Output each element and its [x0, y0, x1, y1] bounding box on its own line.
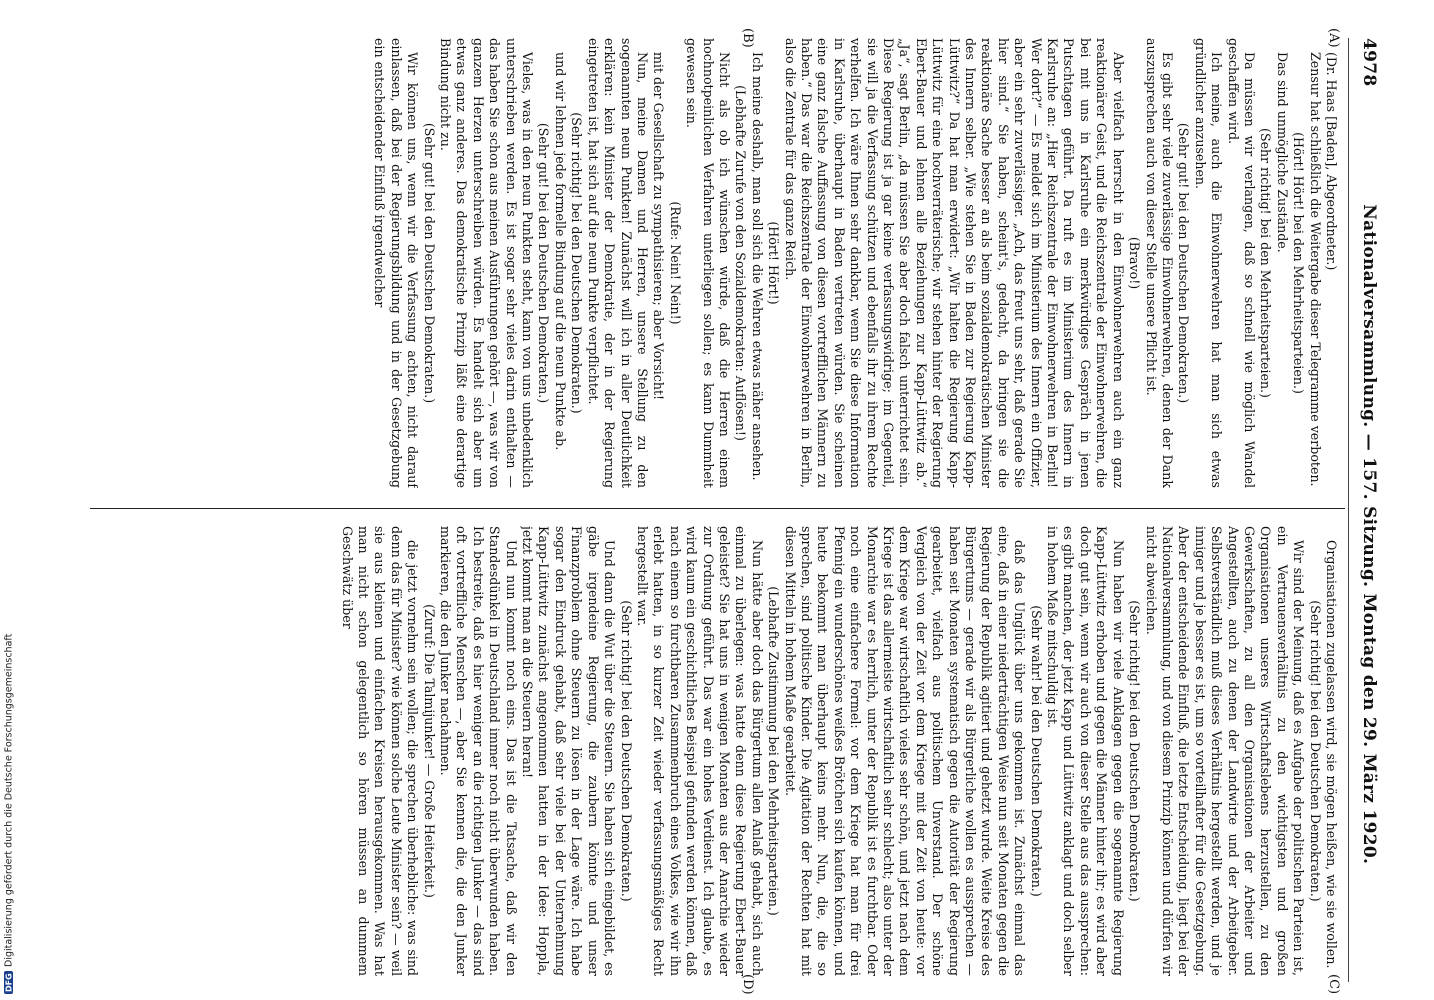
- paragraph: Nicht als ob ich wünschen würde, daß die Herren einem hochnotpeinlichen Verfahren unterliegen sollen; es kann Dummheit gewesen sein.: [684, 38, 732, 488]
- interjection: (Sehr richtig! bei den Deutschen Demokraten.): [1127, 600, 1143, 902]
- interjection: (Hört! Hört!): [766, 221, 782, 305]
- interjection: (Sehr gut! bei den Deutschen Demokraten.): [1176, 122, 1192, 404]
- interjection: (Sehr richtig! bei den Mehrheitsparteien.): [1258, 128, 1274, 398]
- paragraph: mit der Gesellschaft zu sympathisieren; aber Vorsicht!: [651, 52, 667, 401]
- interjection: (Zuruf: Die Talmijunker! — Große Heiterkeit.): [421, 604, 437, 898]
- paragraph: die jetzt vornehm sein wollen; die sprechen überhebliche: was sind denn das für Minister? wie können solche Leute Minister sein? — weil sie aus kleinen und einfachen Kreisen herausgekommen. Was hat man nicht schon gelegentlich so hören müssen an dummem Geschwätz über: [339, 526, 421, 976]
- interjection: (Lebhafte Zurufe von den Sozialdemokraten: Auflösen!): [733, 85, 749, 441]
- interjection: (Sehr wahr! bei den Deutschen Demokraten.): [1028, 605, 1044, 897]
- margin-marker-b: (B): [740, 28, 755, 48]
- paragraph: Wir sind der Meinung, daß es Aufgabe der politischen Parteien ist, ein Vertrauensverhältnis zu den wichtigsten und großen Organisationen unseres Wirtschaftslebens herzustellen, zu den Gewerkschaften, zu all den Organisationen der Arbeiter und Angestellten, auch zu denen der Landwirte und der Arbeitgeber. Selbstverständlich muß dieses Verhältnis hergestellt werden, und je inniger und je besser es ist, um so vorteilhafter für die Gesetzgebung. Aber der entscheidende Einfluß, die letzte Entscheidung, liegt bei der Nationalversammlung, und von diesem Prinzip können und dürfen wir nicht abweichen.: [1143, 526, 1307, 976]
- paragraph: Das sind unmögliche Zustände.: [1274, 52, 1290, 253]
- text-column-left: [91, 38, 1339, 488]
- margin-marker-d: (D): [740, 974, 755, 995]
- paragraph: Nun hätte aber doch das Bürgertum allen Anlaß gehabt, sich auch einmal zu überlegen: was hatte denn diese Regierung Ebert-Bauer geleistet? Sie hat uns in wenigen Monaten aus der Anarchie wieder zur Ordnung geführt. Das war ein hohes Verdienst. Ich glaube, es wird kaum ein geschichtliches Beispiel gefunden werden können, daß nach einem so furchtbaren Zusammenbruch eines Volkes, wie wir ihn erlebt hatten, in so kurzer Zeit wieder verfassungsmäßiges Recht hergestellt war.: [634, 526, 765, 976]
- paragraph: und wir lehnen jede formelle Bindung auf die neun Punkte ab.: [552, 52, 568, 451]
- paragraph: Wir können uns, wenn wir die Verfassung achten, nicht darauf einlassen, daß bei der Regierungsbildung und in der Gesetzgebung ein entscheidender Einfluß irgendwelcher: [372, 38, 421, 488]
- paragraph: Zensur hat schließlich die Weitergabe dieser Telegramme verboten.: [1307, 52, 1323, 487]
- paragraph: Vieles, was in den neun Punkten steht, kann von uns unbedenklich unterschrieben werden. Es ist sogar sehr vieles darin enthalten — das haben Sie schon aus meinen Ausführungen gehört —, was wir von ganzem Herzen unterschreiben würden. Es handelt sich aber um etwas ganz anderes. Das demokratische Prinzip läßt eine derartige Bindung nicht zu.: [438, 38, 536, 488]
- paragraph: Ich meine, auch die Einwohnerwehren hat man sich etwas gründlicher anzusehen.: [1192, 38, 1225, 488]
- paragraph: (Dr. Haas [Baden], Abgeordneter.): [1324, 52, 1339, 271]
- rotated-page: [85, 28, 1385, 995]
- interjection: (Sehr richtig! bei den Deutschen Demokraten.): [569, 112, 585, 414]
- dfg-logo: DFG: [4, 973, 14, 992]
- paragraph: Es gibt sehr viele zuverlässige Einwohnerwehren, denen der Dank auszusprechen auch von dieser Stelle unsere Pflicht ist.: [1143, 38, 1175, 488]
- paragraph: daß das Unglück über uns gekommen ist. Zunächst einmal das eine, daß in einer niederträchtigen Weise nun seit Monaten gegen die Regierung der Republik agitiert und gehetzt wurde. Weite Kreise des Bürgertums — gerade wir als Bürgerliche wollen es aussprechen — haben seit Monaten systematisch gegen die Autorität der Regierung gearbeitet, vielfach aus politischem Unverstand. Der schöne Vergleich von der Zeit vor dem Kriege mit der Zeit von heute: vor dem Kriege war wirtschaftlich vieles sehr schön, und jetzt nach dem Kriege ist das allermeiste wirtschaftlich sehr schlecht; also unter der Monarchie war es herrlich, unter der Republik ist es furchtbar. Oder noch eine einfachere Formel: vor dem Kriege hat man für drei Pfennig ein wunderschönes weißes Brötchen sich kaufen können, und heute bekommt man überhaupt keins mehr. Nun, die, die so sprechen, sind politische Kinder. Die Agitation der Rechten hat mit diesen Mitteln in hohem Maße gearbeitet.: [782, 526, 1028, 976]
- interjection: (Sehr gut! bei den Deutschen Demokraten.): [421, 122, 437, 404]
- margin-marker-c: (C): [1326, 974, 1341, 995]
- page-title: Nationalversammlung. — 157. Sitzung. Montag den 29. März 1920.: [1359, 204, 1379, 865]
- interjection: (Lebhafte Zustimmung bei den Mehrheitsparteien.): [766, 586, 782, 916]
- interjection: (Bravo!): [1127, 236, 1143, 290]
- interjection: (Sehr richtig! bei den Deutschen Demokraten.): [618, 600, 634, 902]
- digitization-credit: [2, 4, 16, 994]
- interjection: (Hört! Hört! bei den Mehrheitsparteien.): [1291, 132, 1307, 394]
- margin-marker-a: (A): [1326, 28, 1341, 48]
- paragraph: Nun, meine Damen und Herren, unsere Stellung zu den sogenannten neun Punkten! Zunächst will ich in aller Deutlichkeit erklären: kein Minister der Demokratie, der in der Regierung eingetreten ist, hat sich auf die neun Punkte verpflichtet.: [585, 38, 650, 488]
- text-column-right: [91, 526, 1339, 976]
- header-rule: [1348, 38, 1349, 982]
- credit-text: Digitalisierung gefördert durch die Deutsche Forschungsgemeinschaft: [3, 634, 15, 968]
- interjection: (Sehr richtig! bei den Deutschen Demokraten.): [1307, 600, 1323, 902]
- page-number: 4978: [1359, 38, 1379, 87]
- paragraph: Ich meine deshalb, man soll sich die Wehren etwas näher ansehen.: [749, 52, 765, 481]
- paragraph: Nun haben wir viele Anklagen gegen die sogenannte Regierung Kapp-Lüttwitz erhoben und gegen die Männer hinter ihr; es wird aber doch gut sein, wenn wir auch von dieser Stelle aus das aussprechen: es gibt manchen, der jetzt Kapp und Lüttwitz anklagt und doch selber in hohem Maße mitschuldig ist.: [1045, 526, 1126, 976]
- paragraph: Aber vielfach herrscht in den Einwohnerwehren auch ein ganz reaktionärer Geist, und die Reichszentrale der Einwohnerwehren, die bei mit uns in Karlsruhe ein merkwürdiges Gespräch in jenen Putschtagen geführt. Da ruft es im Ministerium des Innern in Karlsruhe an: „Hier Reichszentrale der Einwohnerwehren in Berlin! Wer dort?“ — Es meldet sich im Ministerium des Innern ein Offizier, aber ein sehr zuverlässiger. „Ach, das freut uns sehr, daß gerade Sie hier sind.“ Sie haben, scheint's, gedacht, da bringen sie die reaktionäre Sache besser an als beim sozialdemokratischen Minister des Innern selber. „Wie stehen Sie in Baden zur Regierung Kapp-Lüttwitz?“ Da hat man erwidert: „Wir halten die Regierung Kapp-Lüttwitz für eine hochverräterische; wir stehen hinter der Regierung Ebert-Bauer und lehnen alle Beziehungen zur Kapp-Lüttwitz ab.“ „Ja“, sagt Berlin, „da müssen Sie aber doch falsch unterrichtet sein. Diese Regierung ist ja gar keine verfassungswidrige; im Gegenteil, sie will ja die Verfassung schützen und ebenfalls ihr zu ihrem Rechte verhelfen. Ich wäre Ihnen sehr dankbar, wenn Sie diese Information in Karlsruhe, überhaupt in Baden vertreten würden. Sie scheinen eine ganz falsche Auffassung von diesen vortrefflichen Männern zu haben.“ Das war die Reichszentrale der Einwohnerwehren in Berlin, also die Zentrale für das ganze Reich.: [782, 38, 1126, 488]
- interjection: (Rufe: Nein! Nein!): [667, 201, 683, 325]
- column-divider: [90, 508, 1345, 509]
- paragraph: Und dann die Wut über die Steuern. Sie haben sich eingebildet, es gäbe irgendeine Regierung, die zaubern könnte und unser Finanzproblem ohne Steuern zu lösen in der Lage wäre. Ich habe sogar den Eindruck gehabt, daß sehr viele bei der Unternehmung Kapp-Lüttwitz zunächst angenommen hatten in der Idee: Hoppla, jetzt kommt man an die Steuern heran!: [520, 526, 618, 976]
- paragraph: Da müssen wir verlangen, daß so schnell wie möglich Wandel geschaffen wird.: [1225, 38, 1257, 488]
- paragraph: Organisationen zugelassen wird, sie mögen heißen, wie sie wollen.: [1324, 540, 1339, 969]
- paragraph: Und nun kommt noch eins. Das ist die Tatsache, daß wir den Standesdünkel in Deutschland immer noch nicht überwunden haben. Ich bestreite, daß es hier weniger an die richtigen Junker — das sind oft vortreffliche Menschen —, aber Sie kennen die, die den Junker markieren, die den Junker nachahmen.: [438, 526, 519, 976]
- interjection: (Sehr gut! bei den Deutschen Demokraten.): [536, 122, 552, 404]
- running-head: [1351, 38, 1379, 982]
